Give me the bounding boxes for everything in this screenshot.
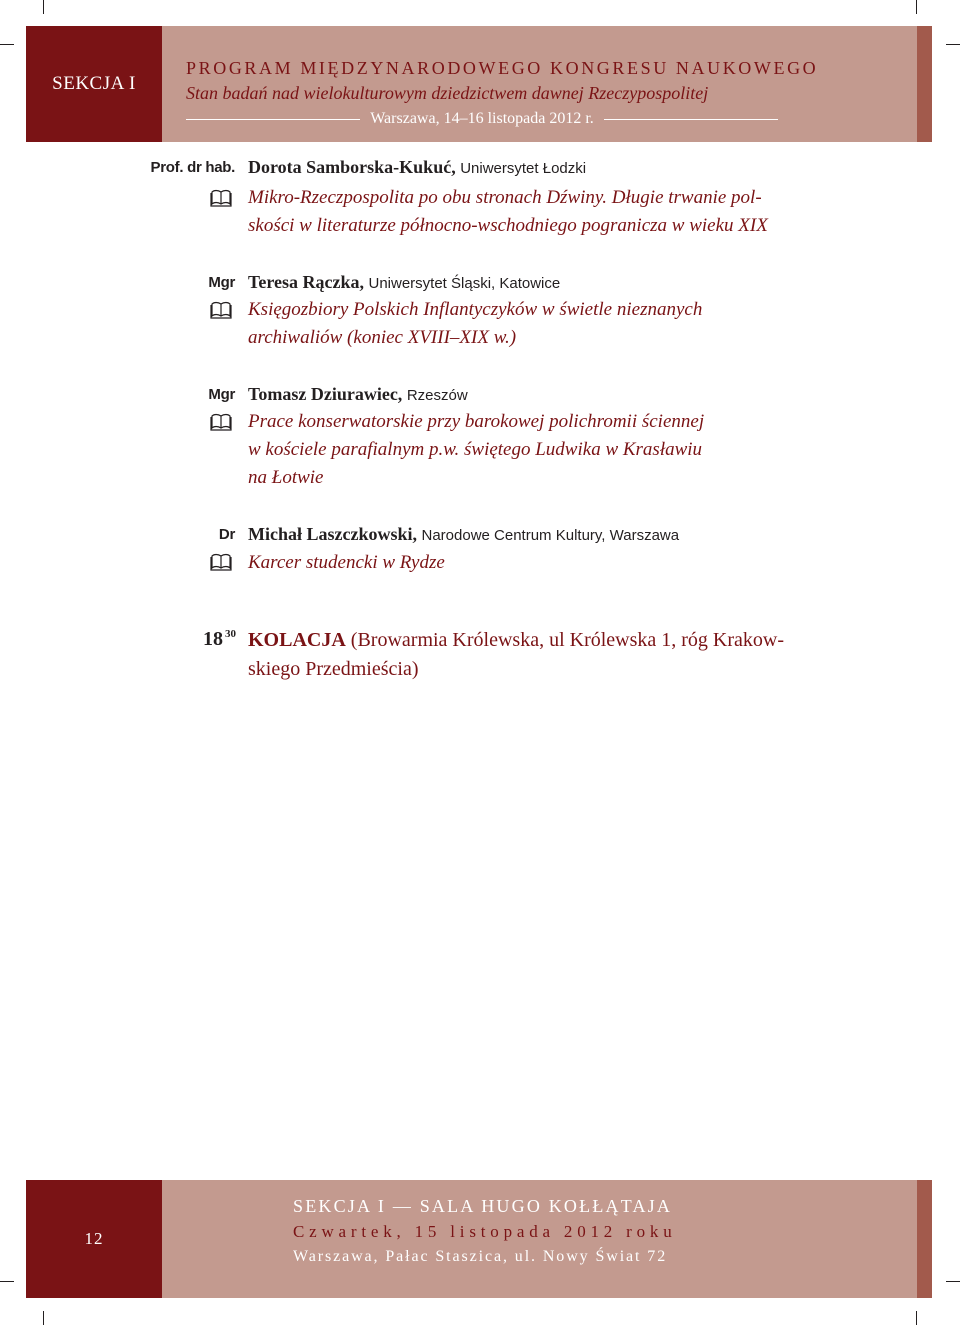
crop-mark (946, 44, 960, 45)
page-number: 12 (26, 1180, 162, 1298)
book-icon (209, 413, 233, 433)
program-place-date (186, 110, 778, 128)
entry-author (248, 157, 586, 178)
crop-mark (0, 1281, 14, 1282)
talk-title-line: Karcer studencki w Rydze (248, 552, 445, 573)
entry-author (248, 272, 560, 293)
entry-author (248, 524, 679, 545)
crop-mark (43, 0, 44, 14)
talk-title-line: archiwaliów (koniec XVIII–XIX w.) (248, 327, 517, 348)
talk-title (248, 184, 800, 240)
entry-role: Mgr (208, 386, 235, 403)
footer-venue: Warszawa, Pałac Staszica, ul. Nowy Świat 72 (293, 1248, 668, 1265)
dinner-time (196, 628, 236, 651)
header-edge (917, 26, 932, 142)
dinner-venue: (Browarmia Królewska, ul Królewska 1, róg Krakow- (345, 629, 785, 651)
author-affiliation: Uniwersytet Śląski, Katowice (368, 275, 561, 292)
book-icon (209, 553, 233, 573)
author-name: Teresa Rączka, (248, 272, 364, 292)
crop-mark (43, 1311, 44, 1325)
talk-title-line: w kościele parafialnym p.w. świętego Ludwika w Krasławiu (248, 439, 703, 460)
talk-title-line: Księgozbiory Polskich Inflantyczyków w świetle nieznanych (248, 299, 703, 320)
dinner-line: skiego Przedmieścia) (248, 658, 419, 680)
talk-title-line: skości w literaturze północno-wschodniego pogranicza w wieku XIX (248, 215, 768, 236)
author-affiliation: Uniwersytet Łodzki (460, 160, 587, 177)
book-icon (209, 189, 233, 209)
talk-title-line: na Łotwie (248, 467, 324, 488)
author-name: Michał Laszczkowski, (248, 524, 417, 544)
author-affiliation: Narodowe Centrum Kultury, Warszawa (421, 527, 680, 544)
entry-role: Mgr (208, 274, 235, 291)
book-icon (209, 301, 233, 321)
footer-day: Czwartek, 15 listopada 2012 roku (293, 1222, 677, 1241)
crop-mark (946, 1281, 960, 1282)
entry-author (248, 384, 468, 405)
header-section-label: SEKCJA I (26, 26, 162, 142)
program-title: PROGRAM MIĘDZYNARODOWEGO KONGRESU NAUKOWEGO (186, 58, 819, 78)
talk-title (248, 549, 800, 577)
footer-edge (917, 1180, 932, 1298)
talk-title-line: Prace konserwatorskie przy barokowej polichromii ściennej (248, 411, 705, 432)
divider (186, 119, 360, 120)
program-subtitle: Stan badań nad wielokulturowym dziedzictwem dawnej Rzeczypospolitej (186, 83, 709, 103)
talk-title-line: Mikro-Rzeczpospolita po obu stronach Dźwiny. Długie trwanie pol- (248, 187, 762, 208)
dinner-description (248, 626, 800, 684)
footer-session: SEKCJA I — SALA HUGO KOŁŁĄTAJA (293, 1196, 673, 1216)
entry-role: Prof. dr hab. (150, 159, 235, 176)
author-affiliation: Rzeszów (406, 387, 468, 404)
author-name: Tomasz Dziurawiec, (248, 384, 403, 404)
dinner-label: KOLACJA (248, 629, 346, 651)
divider (604, 119, 778, 120)
crop-mark (916, 0, 917, 14)
crop-mark (916, 1311, 917, 1325)
crop-mark (0, 44, 14, 45)
dinner-minutes: 30 (225, 628, 236, 640)
talk-title (248, 296, 800, 352)
entry-role: Dr (218, 526, 235, 543)
talk-title (248, 408, 800, 492)
place-date-text: Warszawa, 14–16 listopada 2012 r. (370, 110, 594, 127)
dinner-line (248, 626, 800, 655)
author-name: Dorota Samborska-Kukuć, (248, 157, 456, 177)
dinner-hour: 18 (203, 628, 223, 650)
